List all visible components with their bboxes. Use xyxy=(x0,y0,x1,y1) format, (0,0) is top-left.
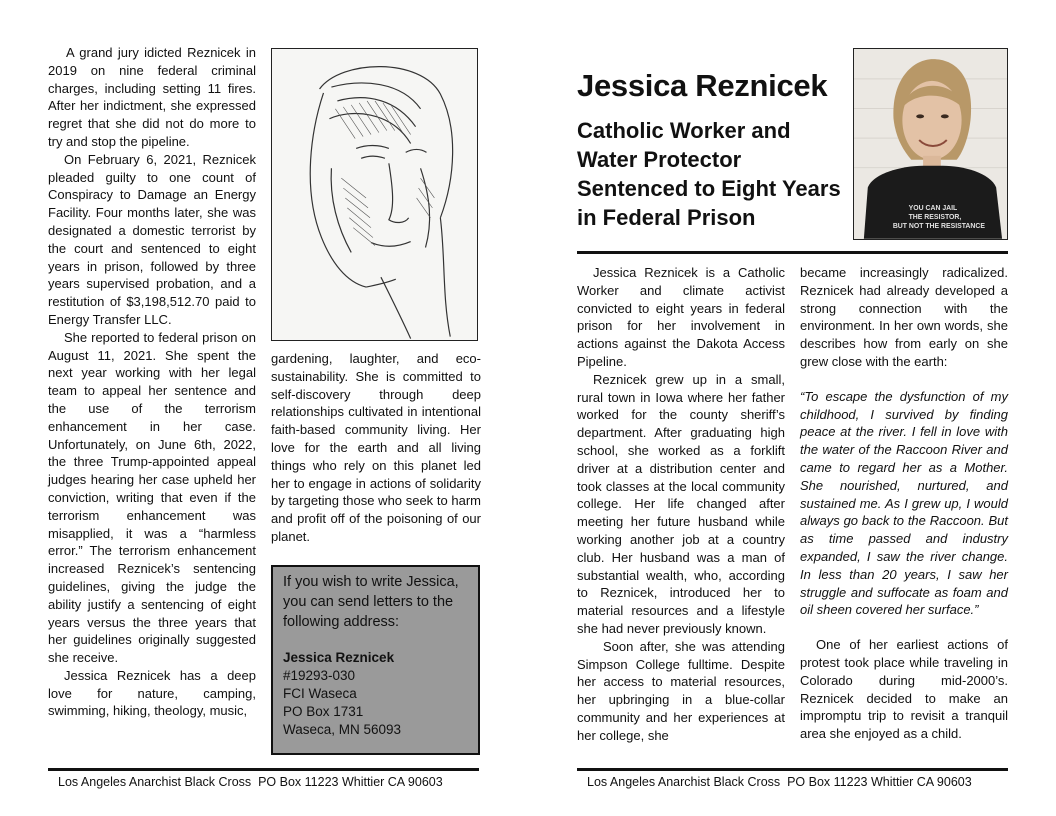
paragraph-radicalized: became increasingly radicalized. Reznicek had already developed a strong connection with the environment. In her own words, she describes how from early on she grew close with the earth: xyxy=(800,265,1008,369)
paragraph-interests: Jessica Reznicek has a deep love for nature, camping, swimming, hiking, theology, music, xyxy=(48,667,256,719)
sketch-portrait-icon xyxy=(272,49,477,340)
address-box xyxy=(271,565,480,755)
shirt-text-line-3: BUT NOT THE RESISTANCE xyxy=(892,222,985,230)
footer-divider-right xyxy=(577,768,1008,771)
portrait-photo xyxy=(853,48,1008,240)
address-po-box: PO Box 1731 xyxy=(283,704,364,719)
shirt-text-line-1: YOU CAN JAIL xyxy=(908,205,958,213)
mailing-address xyxy=(283,649,468,739)
address-facility: FCI Waseca xyxy=(283,686,357,701)
paragraph-guilty-plea: On February 6, 2021, Reznicek pleaded guilty to one count of Conspiracy to Damage an Energy Facility. Four months later, she was designated a domestic terrorist by the court and sentenced to eight years in prison, followed by three years supervised probation, and a restitution of $3,198,512.70 paid to Energy Transfer LLC. xyxy=(48,151,256,327)
paragraph-college: Soon after, she was attending Simpson College fulltime. Despite her access to material resources, her upbringing in a blue-collar community and her experiences at her college, she xyxy=(577,638,785,743)
right-column-2 xyxy=(800,264,1008,743)
quote-river: “To escape the dysfunction of my childhood, I survived by finding peace at the river. I fell in love with the water of the Raccoon River and came to regard her as a Mother. She nourished, nurtured, and sustained me. As I grew up, I would always go back to the Raccoon. But as time passed and industry expanded, I saw the river change. In less than 20 years, I saw her struggle and suffocate as foam and oil sheen covered her surface.” xyxy=(800,388,1008,618)
right-column-1 xyxy=(577,264,785,745)
footer-right: Los Angeles Anarchist Black Cross PO Box 11223 Whittier CA 90603 xyxy=(587,775,972,789)
header-divider xyxy=(577,251,1008,254)
paragraph-appeal: She reported to federal prison on August 11, 2021. She spent the next year working with her legal team to appeal her sentence and the use of the terrorism enhancement in her case. Unfortunately, on June 6th, 2022, the three Trump-appointed appeal judges hearing her case upheld her conviction, writing that even if the terrorism enhancement was misapplied, it was a “harmless error.” The terrorism enhancement increased Reznicek’s sentencing guidelines, giving the judge the ability justify a sentencing of eight years versus the three years that her guidelines originally suggested she receive. xyxy=(48,329,256,666)
left-column-2 xyxy=(271,350,481,546)
footer-left: Los Angeles Anarchist Black Cross PO Box 11223 Whittier CA 90603 xyxy=(58,775,443,789)
portrait-photo-icon xyxy=(854,49,1007,239)
page-title: Jessica Reznicek xyxy=(577,68,828,103)
address-inmate-number: #19293-030 xyxy=(283,668,356,683)
paragraph-upbringing: Reznicek grew up in a small, rural town in Iowa where her father worked for the county sheriff’s department. After graduating high school, she worked as a forklift driver at a distribution center and took classes at the local community college. Her life changed after meeting her future husband while working another job at a country club. Her husband was a man of substantial wealth, who, according to Reznicek, introduced her to material resources and a lifestyle she had never previously known. xyxy=(577,371,785,636)
address-name: Jessica Reznicek xyxy=(283,650,395,665)
paragraph-intro: Jessica Reznicek is a Catholic Worker and climate activist convicted to eight years in federal prison for her involvement in actions against the Dakota Access Pipeline. xyxy=(577,265,785,369)
paragraph-indictment: A grand jury idicted Reznicek in 2019 on nine federal criminal charges, including setting 11 fires. After her indictment, she expressed regret that she did not do more to try and stop the pipeline. xyxy=(48,45,256,149)
address-city: Waseca, MN 56093 xyxy=(283,722,402,737)
shirt-text-line-2: THE RESISTOR, xyxy=(908,214,962,222)
paragraph-earliest-actions: One of her earliest actions of protest took place while traveling in Colorado during mid-2000’s. Reznicek decided to make an impromptu trip to revisit a tranquil area she enjoyed as a child. xyxy=(800,637,1008,742)
sketch-portrait-image xyxy=(271,48,478,341)
footer-divider-left xyxy=(48,768,479,771)
address-intro: If you wish to write Jessica, you can send letters to the following address: xyxy=(283,574,459,630)
paragraph-interests-continued: gardening, laughter, and eco-sustainability. She is committed to self-discovery through deep relationships cultivated in intentional faith-based community living. Her love for the earth and all living things who rely on this planet led her to engage in actions of solidarity by targeting those who seek to harm and profit off of the poisoning of our planet. xyxy=(271,351,481,544)
page-subtitle: Catholic Worker and Water Protector Sentenced to Eight Years in Federal Prison xyxy=(577,118,841,230)
left-column-1 xyxy=(48,44,256,720)
